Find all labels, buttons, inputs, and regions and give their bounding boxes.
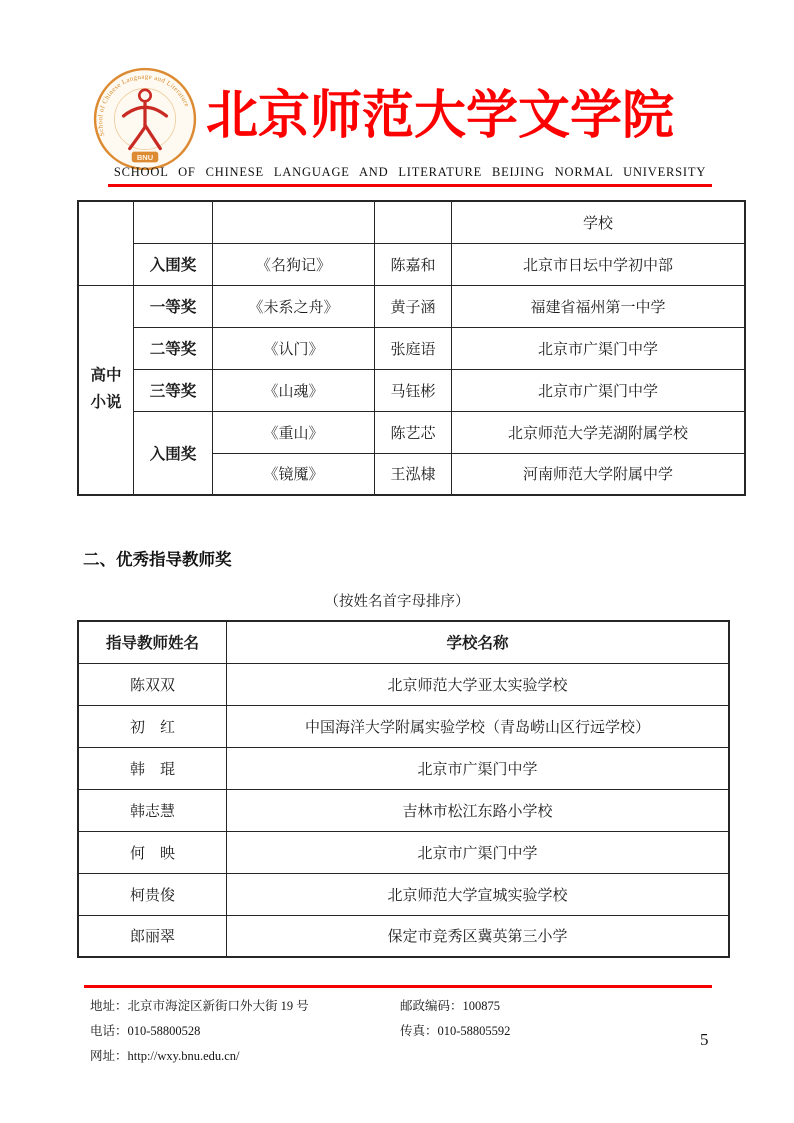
work-cell-empty [213, 201, 375, 243]
teacher-school-cell: 北京市广渠门中学 [227, 831, 730, 873]
teacher-school-cell: 北京市广渠门中学 [227, 747, 730, 789]
school-name-header: 学校名称 [227, 621, 730, 663]
footer-website: 网址：http://wxy.bnu.edu.cn/ [90, 1049, 240, 1063]
teacher-name-cell: 韩 琨 [78, 747, 227, 789]
table-row [78, 201, 745, 243]
seal-banner-text: BNU [136, 153, 154, 163]
footer-phone: 电话：010-58800528 [90, 1024, 201, 1038]
teacher-name-cell: 何 映 [78, 831, 227, 873]
table-row [78, 411, 745, 453]
school-cell: 河南师范大学附属中学 [452, 453, 746, 495]
footer-divider [84, 985, 712, 988]
table-row [78, 747, 729, 789]
teacher-name-cell: 韩志慧 [78, 789, 227, 831]
teacher-school-cell: 保定市竞秀区冀英第三小学 [227, 915, 730, 957]
section-heading: 二、优秀指导教师奖 [83, 551, 232, 569]
author-cell: 陈艺芯 [375, 411, 452, 453]
school-cell: 北京师范大学芜湖附属学校 [452, 411, 746, 453]
table-header-row [78, 621, 729, 663]
table-row [78, 831, 729, 873]
work-title-cell: 《山魂》 [213, 369, 375, 411]
teacher-name-header: 指导教师姓名 [78, 621, 227, 663]
teacher-school-cell: 中国海洋大学附属实验学校（青岛崂山区行远学校） [227, 705, 730, 747]
author-cell: 张庭语 [375, 327, 452, 369]
school-cell: 北京市广渠门中学 [452, 327, 746, 369]
page-title: 北京师范大学文学院 [206, 88, 675, 145]
table-row [78, 327, 745, 369]
author-cell: 黄子涵 [375, 285, 452, 327]
teacher-school-cell: 吉林市松江东路小学校 [227, 789, 730, 831]
award-cell: 三等奖 [134, 369, 213, 411]
award-cell: 入围奖 [134, 411, 213, 495]
sort-note: （按姓名首字母排序） [324, 594, 470, 610]
school-cell: 福建省福州第一中学 [452, 285, 746, 327]
work-title-cell: 《镜魇》 [213, 453, 375, 495]
award-cell-empty [134, 201, 213, 243]
page-subtitle-en: SCHOOL OF CHINESE LANGUAGE AND LITERATURE BEIJING NORMAL UNIVERSITY [113, 165, 707, 179]
table-row [78, 243, 745, 285]
teacher-name-cell: 郎丽翠 [78, 915, 227, 957]
award-cell: 入围奖 [134, 243, 213, 285]
page-number: 5 [700, 1030, 709, 1049]
author-cell: 马钰彬 [375, 369, 452, 411]
seal-ring-text: School of Chinese Language and Literature [97, 73, 191, 137]
header-underline [108, 163, 712, 187]
table-row [78, 915, 729, 957]
footer-fax: 传真：010-58805592 [400, 1024, 511, 1038]
school-header-cell: 学校 [452, 201, 746, 243]
award-cell: 二等奖 [134, 327, 213, 369]
work-title-cell: 《认门》 [213, 327, 375, 369]
teachers-table [77, 620, 730, 958]
work-title-cell: 《重山》 [213, 411, 375, 453]
table-row [78, 789, 729, 831]
school-cell: 北京市广渠门中学 [452, 369, 746, 411]
award-cell: 一等奖 [134, 285, 213, 327]
author-cell-empty [375, 201, 452, 243]
teacher-school-cell: 北京师范大学亚太实验学校 [227, 663, 730, 705]
teacher-school-cell: 北京师范大学宣城实验学校 [227, 873, 730, 915]
group-label: 高中小说 [90, 367, 122, 411]
awards-table [77, 200, 746, 496]
teacher-name-cell: 柯贵俊 [78, 873, 227, 915]
teacher-name-cell: 陈双双 [78, 663, 227, 705]
school-cell: 北京市日坛中学初中部 [452, 243, 746, 285]
table-row [78, 873, 729, 915]
teacher-name-cell: 初 红 [78, 705, 227, 747]
group-cell-empty [78, 201, 134, 285]
author-cell: 陈嘉和 [375, 243, 452, 285]
group-cell [78, 285, 134, 495]
bnu-school-seal-icon [92, 66, 198, 172]
work-title-cell: 《名狗记》 [213, 243, 375, 285]
footer-address: 地址：北京市海淀区新街口外大街 19 号 [90, 999, 309, 1013]
table-row [78, 663, 729, 705]
table-row [78, 285, 745, 327]
footer-postal-code: 邮政编码：100875 [400, 999, 501, 1013]
author-cell: 王泓棣 [375, 453, 452, 495]
table-row [78, 369, 745, 411]
work-title-cell: 《未系之舟》 [213, 285, 375, 327]
table-row [78, 705, 729, 747]
